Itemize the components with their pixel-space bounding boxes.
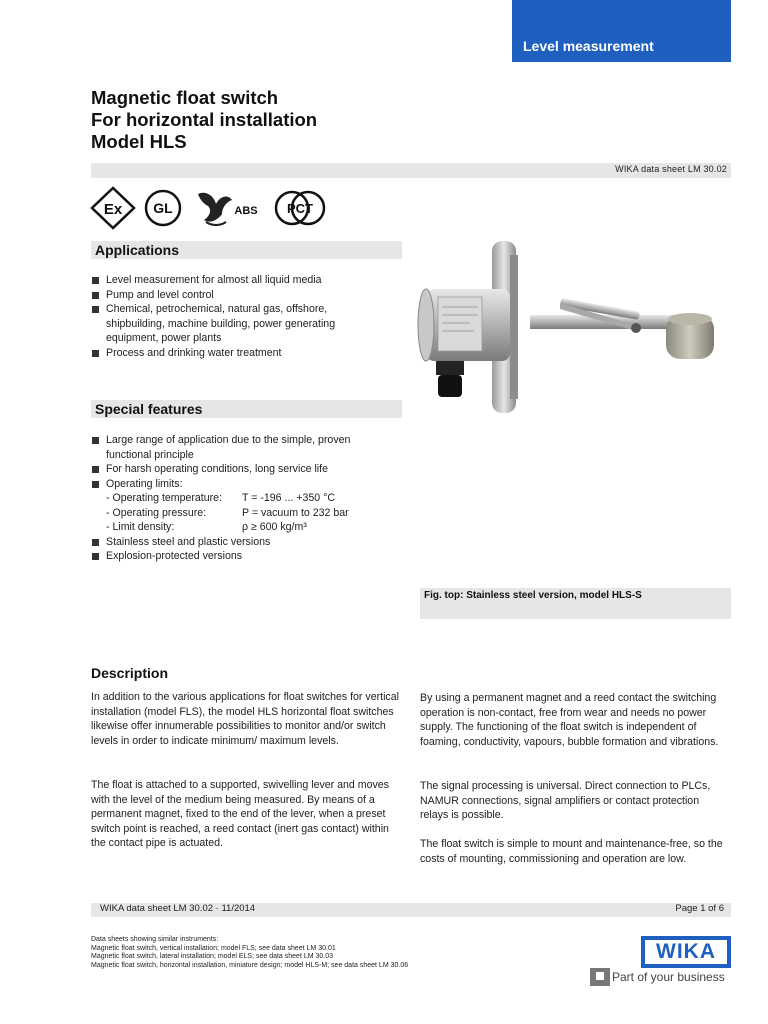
- svg-text:GL: GL: [153, 200, 173, 216]
- page-number: Page 1 of 6: [675, 903, 724, 914]
- list-item: Level measurement for almost all liquid media: [91, 273, 381, 288]
- description-paragraph: By using a permanent magnet and a reed contact the switching operation is non-contact, free from wear and needs no power supply. The functioning of the float switch is independent of foaming, conductivity, vapours, bubble formation and vibrations.: [420, 692, 719, 748]
- limit-label: - Limit density:: [106, 521, 175, 533]
- features-title: Special features: [95, 401, 203, 417]
- pct-certification-logo: [272, 186, 328, 230]
- limit-label: - Operating temperature:: [106, 492, 222, 504]
- svg-text:PCT: PCT: [287, 201, 313, 216]
- similar-item: Magnetic float switch, lateral installation; model ELS; see data sheet LM 30.03: [91, 953, 334, 961]
- footer-reference: WIKA data sheet LM 30.02 · 11/2014: [100, 903, 256, 914]
- description-title: Description: [91, 665, 169, 681]
- similar-title: Data sheets showing similar instruments:: [91, 936, 219, 943]
- abs-eagle-certification-logo: [192, 186, 264, 230]
- similar-item: Magnetic float switch, vertical installation; model FLS; see data sheet LM 30.01: [91, 944, 336, 952]
- svg-text:ABS: ABS: [234, 205, 258, 217]
- list-item: Stainless steel and plastic versions: [91, 535, 391, 550]
- operating-limits-table: [106, 491, 391, 535]
- features-list: [91, 433, 391, 564]
- tagline-square-icon-inner: [596, 972, 604, 980]
- similar-item: Magnetic float switch, horizontal installation, miniature design; model HLS-M; see data sheet LM 30.06: [91, 961, 409, 969]
- limit-value: ρ ≥ 600 kg/m³: [242, 521, 307, 533]
- similar-datasheets: [91, 936, 408, 970]
- applications-title: Applications: [95, 242, 180, 258]
- list-item: Pump and level control: [91, 288, 381, 303]
- applications-list: [91, 273, 381, 360]
- list-item: Chemical, petrochemical, natural gas, offshore, shipbuilding, machine building, power generating equipment, power plants: [91, 302, 381, 346]
- description-paragraph: In addition to the various applications for float switches for vertical installation (model FLS), the model HLS horizontal float switches likewise offer innumerable possibilities to monitor and/or switch levels in order to indicate minimum/ maximum levels.: [91, 691, 399, 747]
- title-line-2: For horizontal installation: [91, 109, 318, 130]
- limit-value: T = -196 ... +350 °C: [242, 492, 335, 504]
- list-item: For harsh operating conditions, long service life: [91, 462, 391, 477]
- datasheet-reference: WIKA data sheet LM 30.02: [615, 164, 727, 174]
- gl-certification-logo: [141, 186, 185, 230]
- description-paragraph: The float is attached to a supported, swivelling lever and moves with the level of the medium being measured. By means of a permanent magnet, fixed to the end of the lever, when a preset switch point is reached, a reed contact (inert gas contact) within the contact pipe is actuated.: [91, 779, 389, 849]
- limit-label: - Operating pressure:: [106, 506, 207, 519]
- list-item: Process and drinking water treatment: [91, 346, 381, 361]
- header-category: Level measurement: [523, 38, 654, 54]
- description-paragraph: The float switch is simple to mount and maintenance-free, so the costs of mounting, commissioning and operation are low.: [420, 838, 723, 865]
- list-item: Operating limits: - Operating temperature: T = -196 ... +350 °C - Operating pressure: P = vacuum to 232 bar - Limit density: ρ ≥ 600 kg/m³: [91, 477, 391, 535]
- brand-tagline: Part of your business: [612, 970, 725, 984]
- title-line-3: Model HLS: [91, 131, 187, 152]
- wika-logo-text: WIKA: [656, 940, 716, 963]
- svg-text:Ex: Ex: [103, 201, 123, 218]
- figure-caption: Fig. top: Stainless steel version, model HLS-S: [424, 590, 642, 601]
- product-photo: [410, 235, 730, 420]
- ex-certification-logo: [90, 186, 136, 230]
- description-paragraph: The signal processing is universal. Direct connection to PLCs, NAMUR connections, signal amplifiers or contact protection relays is possible.: [420, 780, 711, 821]
- page-title: [91, 87, 317, 153]
- list-item: Explosion-protected versions: [91, 549, 391, 564]
- limit-value: P = vacuum to 232 bar: [242, 506, 349, 519]
- title-line-1: Magnetic float switch: [91, 87, 279, 108]
- list-item: Large range of application due to the simple, proven functional principle: [91, 433, 391, 462]
